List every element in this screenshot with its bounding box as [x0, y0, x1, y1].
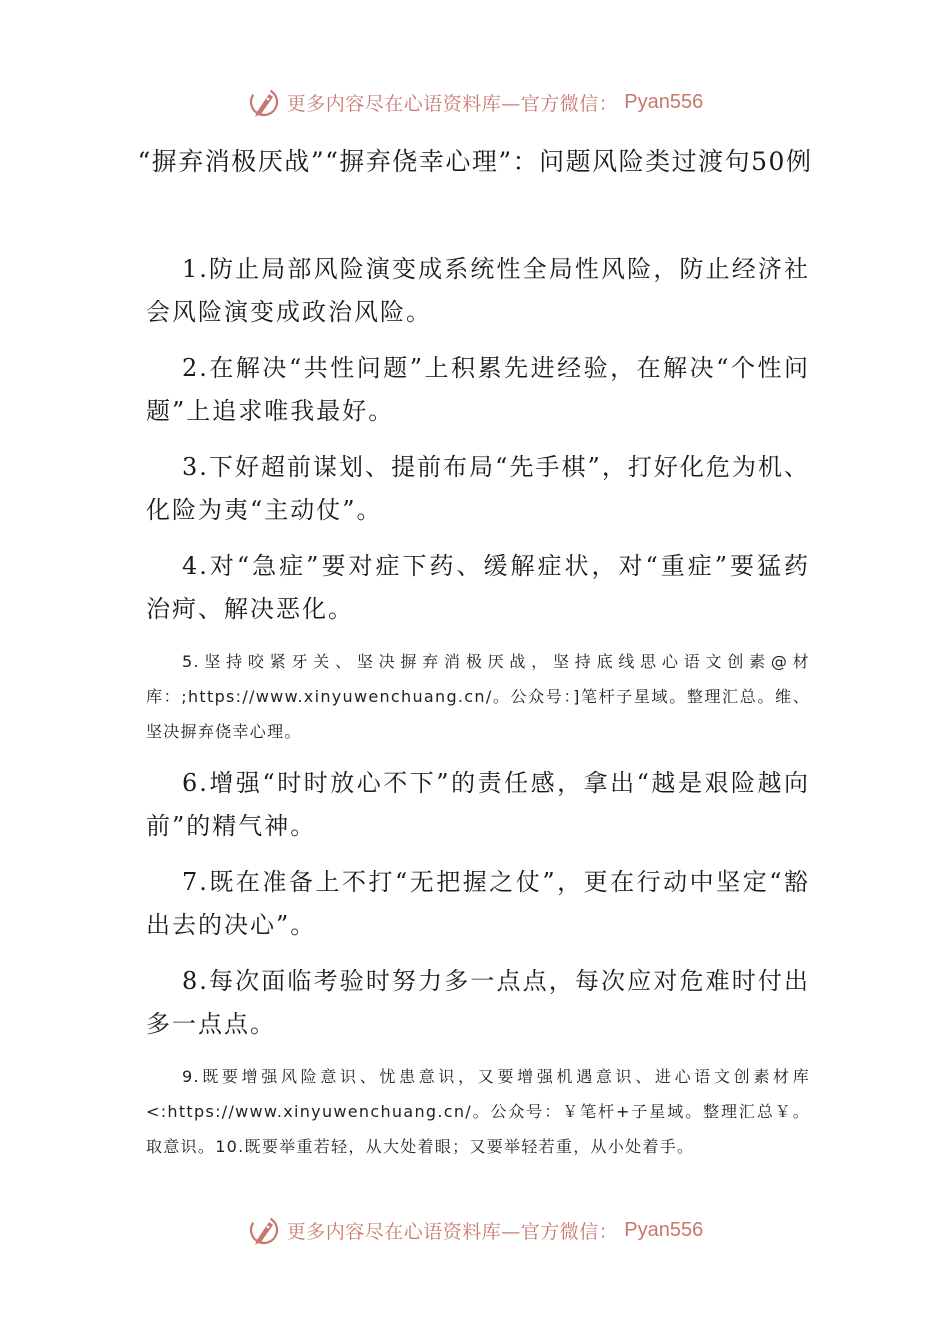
pen-nib-logo-icon — [247, 1213, 281, 1247]
list-item-small: 5.坚持咬紧牙关、坚决摒弃消极厌战，坚持底线思心语文创素@材库：;https://www.xinyuwenchuang.cn/。公众号：]笔杆子星域。整理汇总。维、坚决摒弃侥幸心理。 — [146, 652, 810, 741]
list-item: 2.在解决“共性问题”上积累先进经验，在解决“个性问题”上追求唯我最好。 — [146, 354, 810, 425]
banner-wechat-handle: Pyan556 — [624, 1218, 704, 1241]
header-watermark-banner — [0, 82, 950, 122]
list-item: 3.下好超前谋划、提前布局“先手棋”，打好化危为机、化险为夷“主动仗”。 — [146, 453, 810, 524]
list-item: 6.增强“时时放心不下”的责任感，拿出“越是艰险越向前”的精气神。 — [146, 769, 810, 840]
list-item: 1.防止局部风险演变成系统性全局性风险，防止经济社会风险演变成政治风险。 — [146, 255, 810, 326]
list-item: 8.每次面临考验时努力多一点点，每次应对危难时付出多一点点。 — [146, 967, 810, 1038]
list-item: 7.既在准备上不打“无把握之仗”，更在行动中坚定“豁出去的决心”。 — [146, 868, 810, 939]
document-title: “摒弃消极厌战”“摒弃侥幸心理”：问题风险类过渡句50例 — [137, 147, 813, 176]
list-item: 4.对“急症”要对症下药、缓解症状，对“重症”要猛药治疴、解决恶化。 — [146, 552, 810, 623]
footer-watermark-banner — [0, 1210, 950, 1250]
banner-text: 更多内容尽在心语资料库—官方微信： — [286, 92, 619, 115]
list-item-small: 9.既要增强风险意识、忧患意识，又要增强机遇意识、进心语文创素材库<:https://www.xinyuwenchuang.cn/。公众号：￥笔杆+子星域。整理汇总￥。取意识。10.既要举重若轻，从大处着眼；又要举轻若重，从小处着手。 — [146, 1067, 810, 1156]
document-body — [146, 248, 810, 1177]
banner-text: 更多内容尽在心语资料库—官方微信： — [286, 1220, 619, 1243]
pen-nib-logo-icon — [247, 85, 281, 119]
banner-wechat-handle: Pyan556 — [624, 90, 704, 113]
